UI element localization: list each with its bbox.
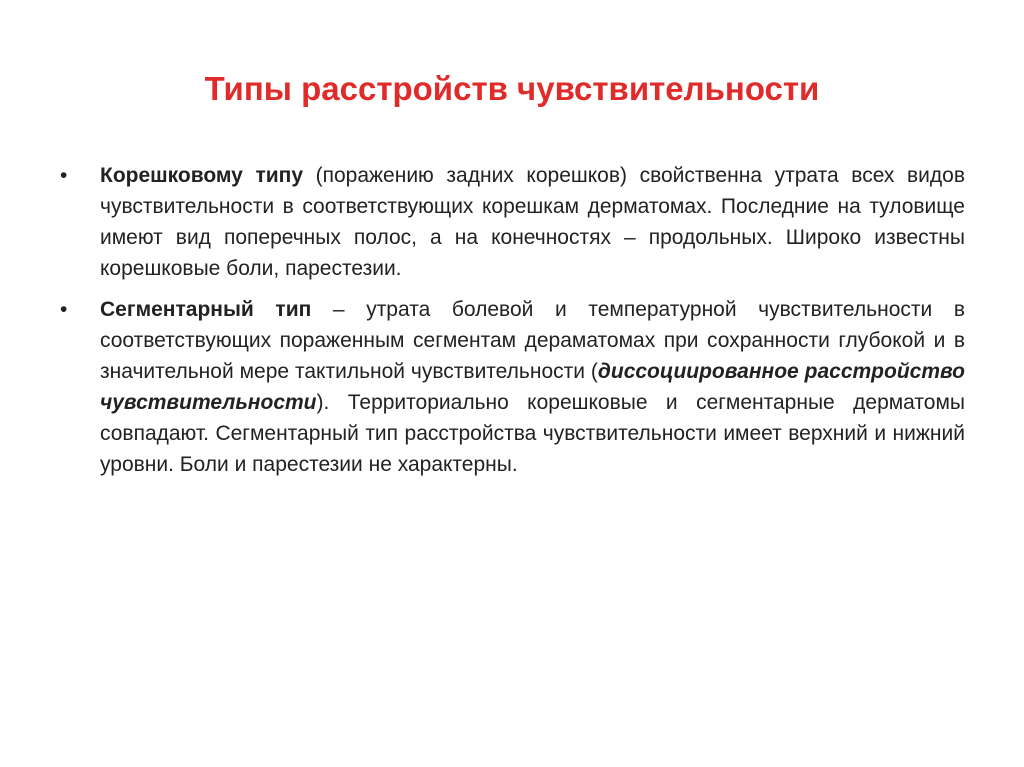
slide-title: Типы расстройств чувствительности <box>204 70 820 107</box>
bullet-text <box>100 294 965 480</box>
bullet-body-text: – утрата болевой и температурной чувствительности в соответствующих пораженным сегментам дераматомах при сохранности глубокой и в значительной мере тактильной чувствительности ( <box>100 298 965 383</box>
term-segmental-type: Сегментарный тип <box>100 298 312 321</box>
term-radicular-type: Корешковому типу <box>100 164 303 187</box>
bullet-marker: • <box>60 164 68 187</box>
bullet-item-segmental <box>60 294 965 480</box>
bullet-body-text: ). Территориально корешковые и сегментарные дерматомы совпадают. Сегментарный тип расстройства чувствительности имеет верхний и нижний уровни. Боли и парестезии не характерны. <box>100 391 965 476</box>
bullet-list <box>60 160 965 490</box>
term-dissociated-disorder: диссоциированное расстройство чувствительности <box>100 360 965 414</box>
bullet-marker: • <box>60 298 68 321</box>
bullet-text <box>100 160 965 284</box>
bullet-item-radicular <box>60 160 965 284</box>
bullet-body-text: (поражению задних корешков) свойственна утрата всех видов чувствительности в соответствующих корешкам дерматомах. Последние на туловище имеют вид поперечных полос, а на конечностях – продольных. Широко известны корешковые боли, парестезии. <box>100 164 965 280</box>
